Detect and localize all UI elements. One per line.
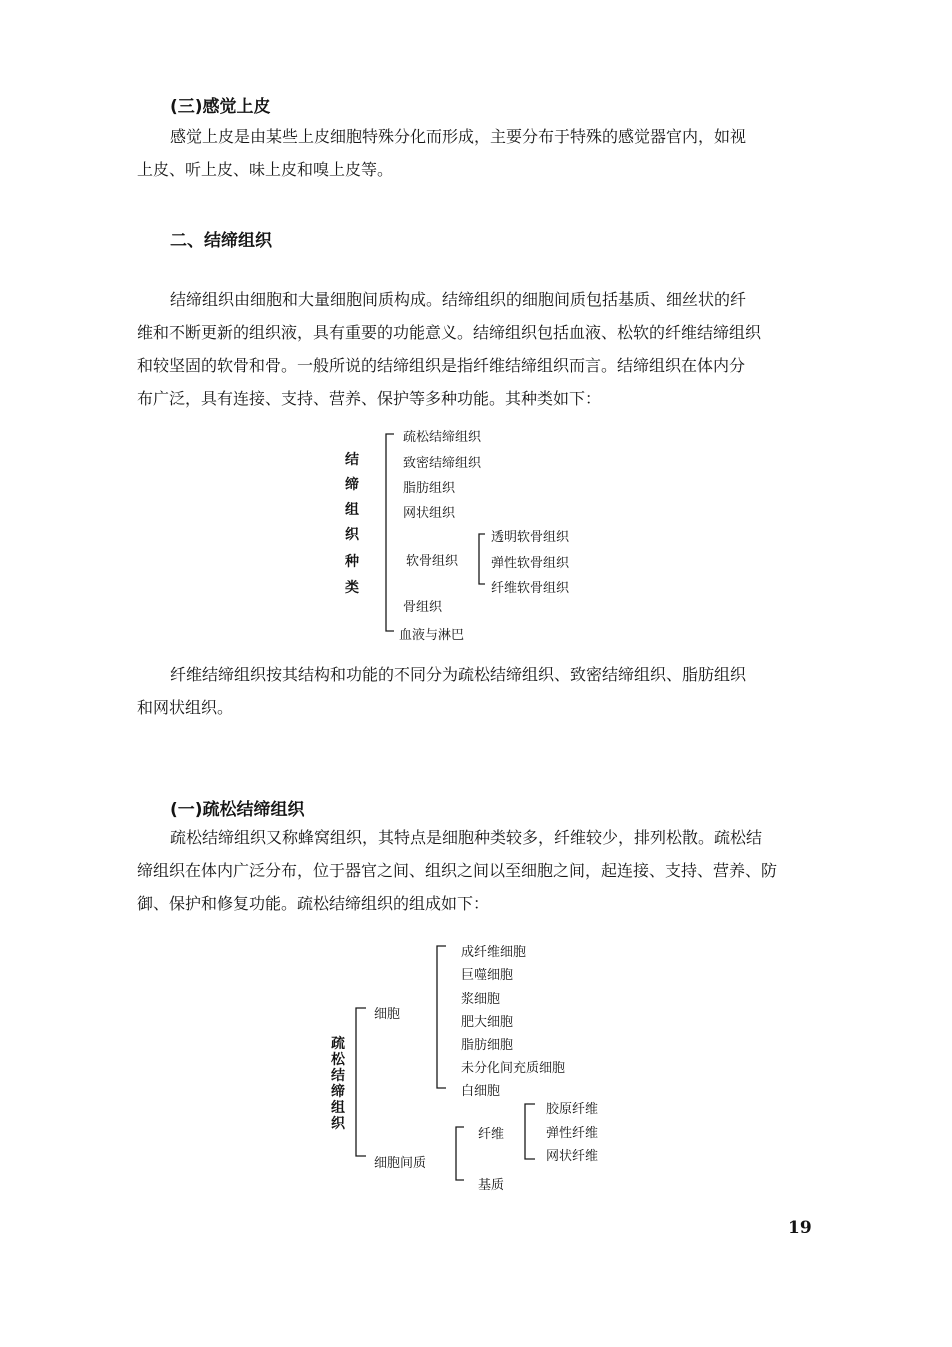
diagram-branch-label: 纤维 [478,1127,505,1142]
diagram-subitem: 透明软骨组织 [491,530,570,545]
section-title-connective-tissue: 二、结缔组织 [170,231,272,251]
diagram-root-char: 织 [345,527,359,543]
diagram-root-char: 松 [331,1052,345,1068]
diagram-item: 网状组织 [403,506,456,521]
diagram-subitem: 弹性软骨组织 [491,556,570,571]
text-line: 结缔组织由细胞和大量细胞间质构成。结缔组织的细胞间质包括基质、细丝状的纤 [170,290,747,309]
text-line: 布广泛，具有连接、支持、营养、保护等多种功能。其种类如下： [137,389,602,408]
diagram-root-char: 织 [331,1116,345,1132]
section-title-loose-connective-tissue: (一)疏松结缔组织 [170,800,305,820]
diagram-branch-label: 细胞 [374,1007,401,1022]
text-line: 和较坚固的软骨和骨。一般所说的结缔组织是指纤维结缔组织而言。结缔组织在体内分 [137,356,746,375]
diagram-root-char: 缔 [345,477,359,493]
page-number: 19 [788,1218,812,1238]
section-title-sensory-epithelium: (三)感觉上皮 [170,97,271,117]
diagram-root-char: 组 [331,1100,345,1116]
diagram-branch-label: 基质 [478,1178,505,1193]
diagram-cell-item: 未分化间充质细胞 [461,1061,566,1076]
text-line: 和网状组织。 [137,698,234,717]
diagram-item: 致密结缔组织 [403,456,482,471]
diagram-root-char: 组 [345,502,359,518]
diagram-root-char: 结 [345,452,359,468]
diagram-subitem: 纤维软骨组织 [491,581,570,596]
text-line: 纤维结缔组织按其结构和功能的不同分为疏松结缔组织、致密结缔组织、脂肪组织 [170,665,747,684]
diagram-cell-item: 肥大细胞 [461,1015,514,1030]
diagram-item: 骨组织 [403,600,443,615]
diagram-root-char: 类 [345,580,359,596]
diagram-item: 软骨组织 [406,554,459,569]
text-line: 维和不断更新的组织液，具有重要的功能意义。结缔组织包括血液、松软的纤维结缔组织 [137,323,762,342]
diagram-root-char: 疏 [331,1036,345,1052]
text-line: 御、保护和修复功能。疏松结缔组织的组成如下： [137,894,490,913]
text-line: 疏松结缔组织又称蜂窝组织，其特点是细胞种类较多，纤维较少，排列松散。疏松结 [170,828,763,847]
text-line: 感觉上皮是由某些上皮细胞特殊分化而形成，主要分布于特殊的感觉器官内，如视 [170,127,747,146]
diagram-cell-item: 成纤维细胞 [461,945,527,960]
diagram-root-char: 种 [345,554,359,570]
diagram-root-char: 结 [331,1068,345,1084]
diagram-branch-label: 细胞间质 [374,1156,427,1171]
diagram-cell-item: 脂肪细胞 [461,1038,514,1053]
diagram-item: 血液与淋巴 [399,628,465,643]
diagram-cell-item: 浆细胞 [461,992,501,1007]
diagram-fiber-item: 胶原纤维 [546,1102,599,1117]
diagram-fiber-item: 网状纤维 [546,1149,599,1164]
text-line: 缔组织在体内广泛分布，位于器官之间、组织之间以至细胞之间，起连接、支持、营养、防 [137,861,778,880]
text-line: 上皮、听上皮、味上皮和嗅上皮等。 [137,160,394,179]
diagram-cell-item: 巨噬细胞 [461,968,514,983]
diagram-item: 疏松结缔组织 [403,430,482,445]
diagram-fiber-item: 弹性纤维 [546,1126,599,1141]
diagram-cell-item: 白细胞 [461,1084,501,1099]
diagram-item: 脂肪组织 [403,481,456,496]
diagram-root-char: 缔 [331,1084,345,1100]
